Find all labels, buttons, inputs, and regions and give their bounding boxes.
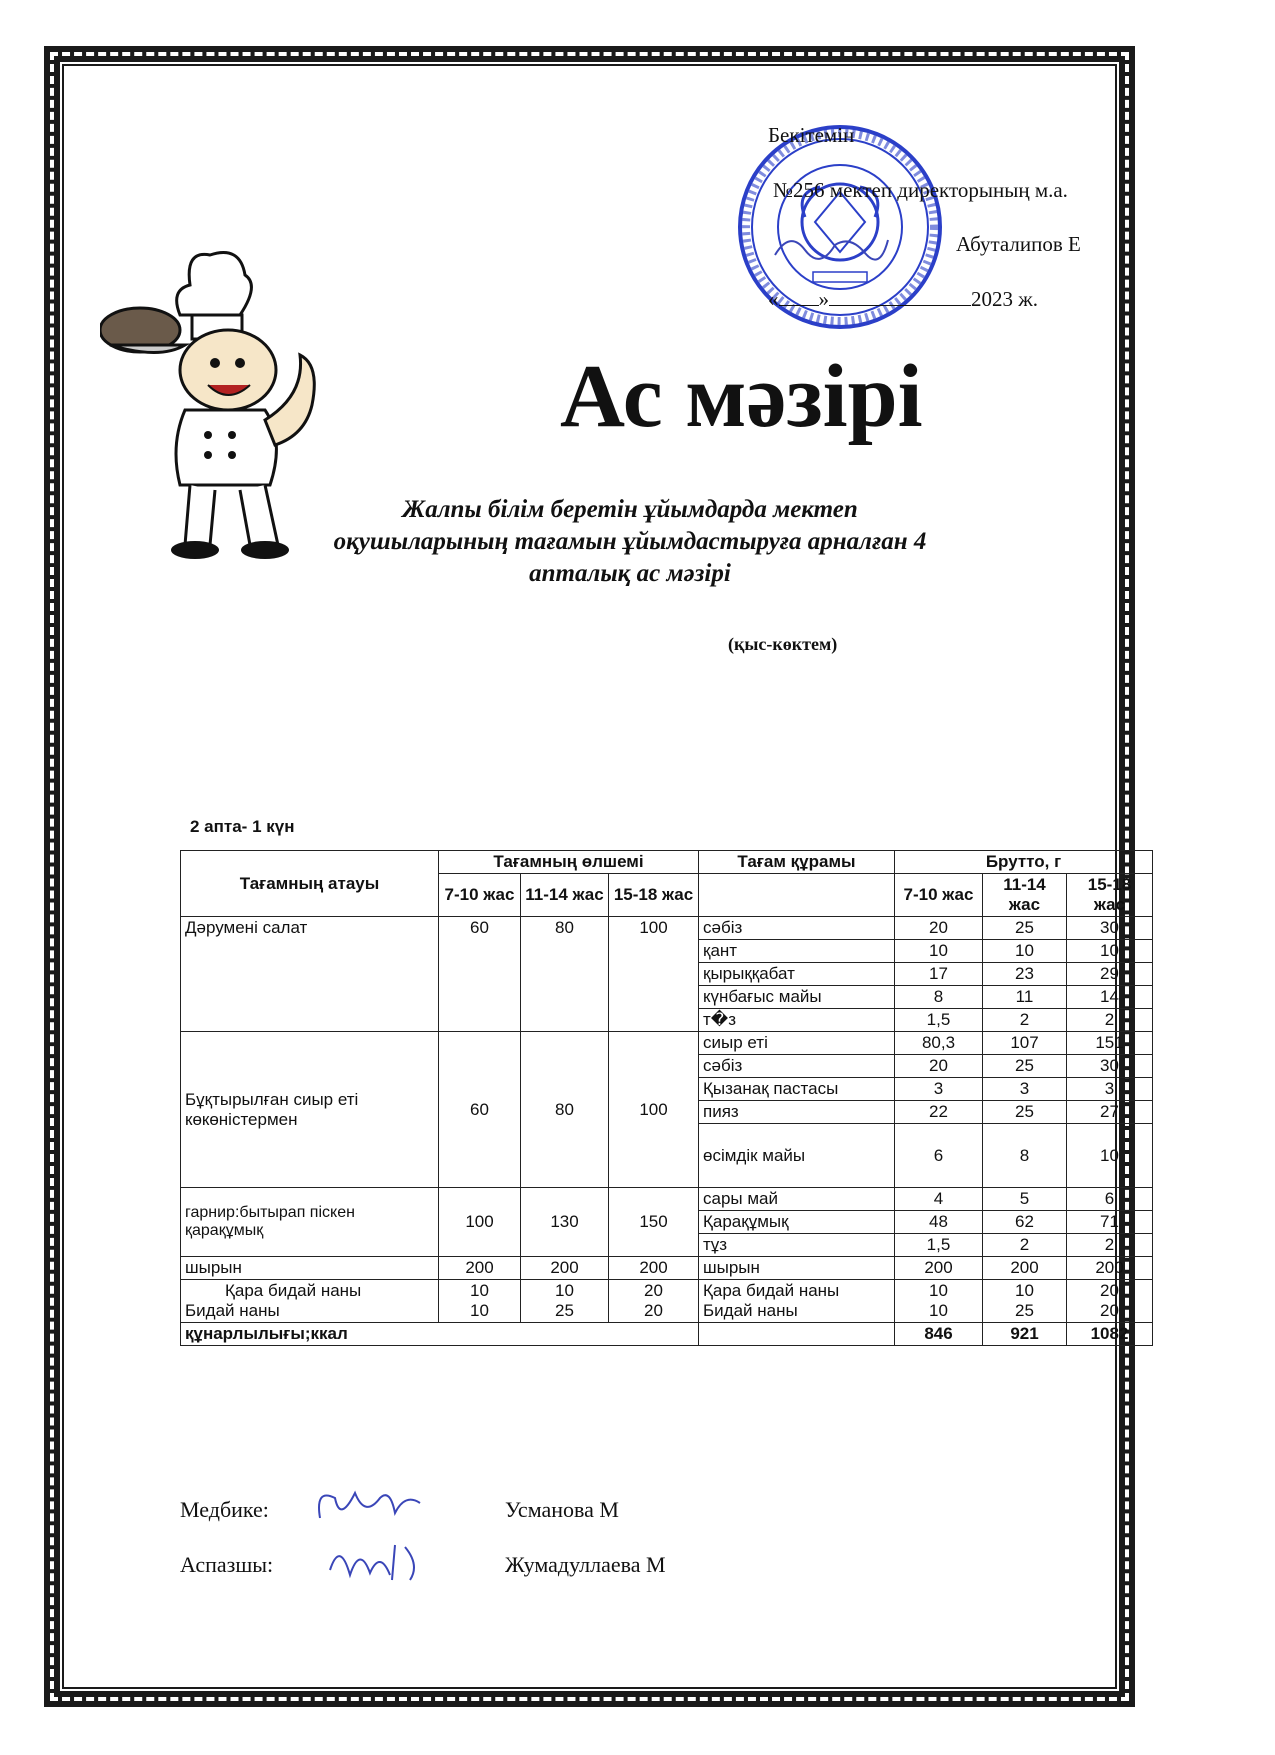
header-age: 11-14 жас <box>521 874 609 917</box>
ingredient-name: шырын <box>699 1257 895 1280</box>
approval-heading: Бекітемін <box>768 123 855 147</box>
brutto-cell: 8 <box>895 986 983 1009</box>
brutto-cell: 30 <box>1067 1055 1153 1078</box>
dish-name: Бұқтырылған сиыр еті көкөністермен <box>181 1032 439 1188</box>
portion-cell: 10 25 <box>521 1280 609 1323</box>
ingredient-name: күнбағыс майы <box>699 986 895 1009</box>
table-row <box>181 1257 1153 1280</box>
brutto-cell: 2 <box>983 1009 1067 1032</box>
season-label: (қыс-көктем) <box>728 634 838 654</box>
director-signature <box>770 225 890 265</box>
menu-table <box>180 850 1153 1346</box>
portion-cell: 200 <box>521 1257 609 1280</box>
cook-label: Аспазшы: <box>180 1552 274 1577</box>
cook-signature <box>320 1535 430 1590</box>
brutto-cell: 71 <box>1067 1211 1153 1234</box>
ingredient-name: Қара бидай наны Бидай наны <box>699 1280 895 1323</box>
approval-position: №256 мектеп директорының м.а. <box>773 178 1068 202</box>
portion-cell: 80 <box>521 1032 609 1188</box>
brutto-cell: 107 <box>983 1032 1067 1055</box>
header-composition: Тағам құрамы <box>699 851 895 874</box>
dish-name: гарнир:бытырап піскен қарақұмық <box>181 1188 439 1257</box>
portion-cell: 60 <box>439 1032 521 1188</box>
header-empty <box>699 874 895 917</box>
brutto-cell: 29 <box>1067 963 1153 986</box>
ingredient-name: қант <box>699 940 895 963</box>
portion-cell: 60 <box>439 917 521 1032</box>
header-brutto: Брутто, г <box>895 851 1153 874</box>
portion-cell: 20 20 <box>609 1280 699 1323</box>
total-cell: 1082 <box>1067 1323 1153 1346</box>
brutto-cell: 1,5 <box>895 1234 983 1257</box>
ingredient-name: Қарақұмық <box>699 1211 895 1234</box>
portion-cell: 200 <box>609 1257 699 1280</box>
ingredient-name: Қызанақ пастасы <box>699 1078 895 1101</box>
total-empty <box>699 1323 895 1346</box>
brutto-cell: 23 <box>983 963 1067 986</box>
header-age: 7-10 жас <box>895 874 983 917</box>
brutto-cell: 1,5 <box>895 1009 983 1032</box>
cook-name: Жумадуллаева М <box>505 1552 666 1577</box>
ingredient-name: өсімдік майы <box>699 1124 895 1188</box>
table-row <box>181 1032 1153 1055</box>
page-subtitle: Жалпы білім беретін ұйымдарда мектеп оқушыларының тағамын ұйымдастыруға арналған 4 апталық ас мәзірі <box>333 496 927 587</box>
brutto-cell: 20 <box>895 917 983 940</box>
ingredient-name: сәбіз <box>699 1055 895 1078</box>
portion-cell: 130 <box>521 1188 609 1257</box>
brutto-cell: 27 <box>1067 1101 1153 1124</box>
table-row-total <box>181 1323 1153 1346</box>
brutto-cell: 4 <box>895 1188 983 1211</box>
brutto-cell: 200 <box>983 1257 1067 1280</box>
total-label: құнарлылығы;ккал <box>181 1323 699 1346</box>
chef-illustration <box>100 245 340 575</box>
ingredient-name: сәбіз <box>699 917 895 940</box>
brutto-cell: 2 <box>1067 1009 1153 1032</box>
brutto-cell: 30 <box>1067 917 1153 940</box>
ingredient-name: сиыр еті <box>699 1032 895 1055</box>
brutto-cell: 62 <box>983 1211 1067 1234</box>
brutto-cell: 25 <box>983 917 1067 940</box>
nurse-signature <box>310 1478 430 1538</box>
brutto-cell: 10 <box>1067 1124 1153 1188</box>
total-cell: 921 <box>983 1323 1067 1346</box>
ingredient-name: қырыққабат <box>699 963 895 986</box>
brutto-cell: 20 20 <box>1067 1280 1153 1323</box>
brutto-cell: 151 <box>1067 1032 1153 1055</box>
brutto-cell: 48 <box>895 1211 983 1234</box>
ingredient-name: сары май <box>699 1188 895 1211</box>
brutto-cell: 17 <box>895 963 983 986</box>
brutto-cell: 14 <box>1067 986 1153 1009</box>
brutto-cell: 80,3 <box>895 1032 983 1055</box>
brutto-cell: 5 <box>983 1188 1067 1211</box>
brutto-cell: 25 <box>983 1055 1067 1078</box>
portion-cell: 10 10 <box>439 1280 521 1323</box>
table-row <box>181 917 1153 940</box>
brutto-cell: 3 <box>895 1078 983 1101</box>
brutto-cell: 8 <box>983 1124 1067 1188</box>
approval-date: « » 2023 ж. <box>768 287 1039 311</box>
dish-name: шырын <box>181 1257 439 1280</box>
portion-cell: 80 <box>521 917 609 1032</box>
portion-cell: 100 <box>609 917 699 1032</box>
dish-name: Қара бидай наны Бидай наны <box>181 1280 439 1323</box>
portion-cell: 200 <box>439 1257 521 1280</box>
table-row <box>181 1280 1153 1323</box>
nurse-label: Медбике: <box>180 1497 269 1522</box>
portion-cell: 100 <box>439 1188 521 1257</box>
brutto-cell: 200 <box>895 1257 983 1280</box>
page-title: Ас мәзірі <box>560 347 923 446</box>
brutto-cell: 22 <box>895 1101 983 1124</box>
total-cell: 846 <box>895 1323 983 1346</box>
day-label: 2 апта- 1 күн <box>190 817 295 836</box>
header-age: 15-18 жас <box>609 874 699 917</box>
brutto-cell: 10 <box>1067 940 1153 963</box>
table-row <box>181 1188 1153 1211</box>
dish-name: Дәрумені салат <box>181 917 439 1032</box>
brutto-cell: 200 <box>1067 1257 1153 1280</box>
ingredient-name: пияз <box>699 1101 895 1124</box>
brutto-cell: 11 <box>983 986 1067 1009</box>
header-age: 11-14 жас <box>983 874 1067 917</box>
brutto-cell: 10 25 <box>983 1280 1067 1323</box>
nurse-name: Усманова М <box>505 1497 619 1522</box>
header-dish-name: Тағамның атауы <box>181 851 439 917</box>
brutto-cell: 20 <box>895 1055 983 1078</box>
brutto-cell: 10 <box>983 940 1067 963</box>
brutto-cell: 2 <box>1067 1234 1153 1257</box>
portion-cell: 100 <box>609 1032 699 1188</box>
header-age: 15-18 жас <box>1067 874 1153 917</box>
ingredient-name: тұз <box>699 1234 895 1257</box>
approval-director-name: Абуталипов Е <box>956 232 1081 256</box>
brutto-cell: 3 <box>1067 1078 1153 1101</box>
brutto-cell: 10 <box>895 940 983 963</box>
brutto-cell: 6 <box>1067 1188 1153 1211</box>
ingredient-name: т�з <box>699 1009 895 1032</box>
brutto-cell: 25 <box>983 1101 1067 1124</box>
brutto-cell: 10 10 <box>895 1280 983 1323</box>
brutto-cell: 2 <box>983 1234 1067 1257</box>
header-age: 7-10 жас <box>439 874 521 917</box>
brutto-cell: 6 <box>895 1124 983 1188</box>
portion-cell: 150 <box>609 1188 699 1257</box>
header-portion: Тағамның өлшемі <box>439 851 699 874</box>
brutto-cell: 3 <box>983 1078 1067 1101</box>
